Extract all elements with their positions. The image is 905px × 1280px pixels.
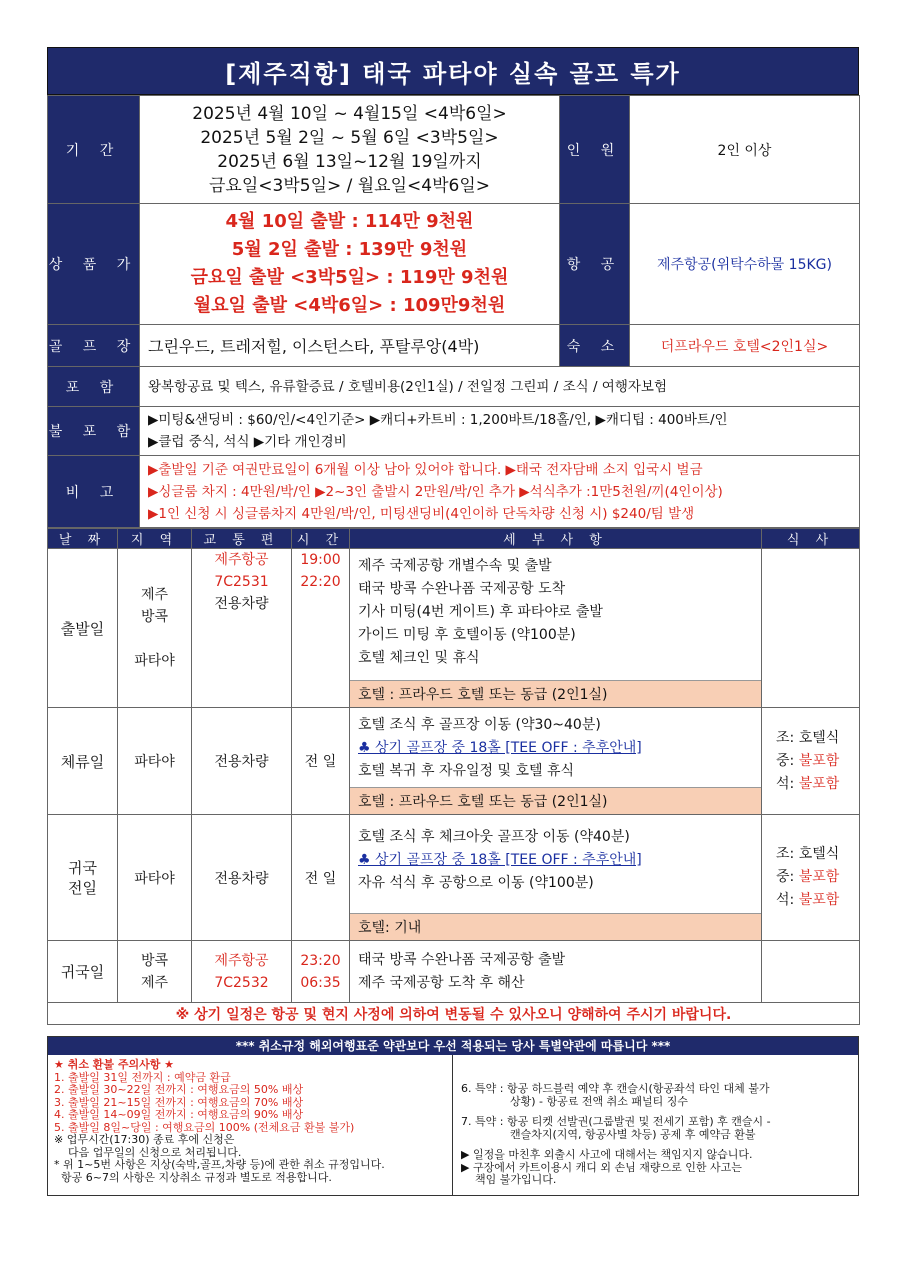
policy-left: ★ 취소 환불 주의사항 ★ 1. 출발일 31일 전까지 : 예약금 환급 2. 출발일 30~22일 전까지 : 여행요금의 50% 배상 3. 출발일 21~15일 전까지 : 여행요금의 70% 배상 4. 출발일 14~09일 전까지 : 여행요금의 90% 배상 5. 출발일 8일~당일 : 여행요금의 100% (전체요금 환불 불가) ※ 업무시간(17:30) 종료 후에 신청은 다음 업무일의 신청으로 처리됩니다. * 위 1~5번 사항은 지상(숙박,골프,차량 등)에 관한 취소 규정입니다. 항공 6~7의 사항은 지상취소 규정과 별도로 적용합니다. (48, 1055, 453, 1195)
transport-cell: 전용차량 (192, 708, 292, 815)
table-row (48, 549, 860, 708)
golf-club-note: ♣ 상기 골프장 중 18홀 [TEE OFF : 추후안내] (358, 740, 642, 756)
time-cell: 19:00 22:20 (292, 549, 350, 708)
page-title: [제주직항] 태국 파타야 실속 골프 특가 (47, 47, 859, 95)
col-region: 지 역 (118, 529, 192, 549)
hotel-label: 숙 소 (560, 325, 630, 367)
table-row (48, 941, 860, 1003)
remark-label: 비 고 (48, 456, 140, 528)
time-cell: 전 일 (292, 815, 350, 941)
product-info-table (47, 95, 860, 528)
details-cell: 호텔 조식 후 체크아웃 골프장 이동 (약40분) ♣ 상기 골프장 중 18홀 [TEE OFF : 추후안내] 자유 석식 후 공항으로 이동 (약100분) 호텔: 기내 (350, 815, 762, 941)
remark-value: ▶출발일 기준 여권만료일이 6개월 이상 남아 있어야 합니다. ▶태국 전자담배 소지 입국시 벌금 ▶싱글룸 차지 : 4만원/박/인 ▶2~3인 출발시 2만원/박/인 추가 ▶석식추가 :1만5천원/끼(4인이상) ▶1인 신청 시 싱글룸차지 4만원/박/인, 미팅샌딩비(4인이하 단독차량 신청 시) $240/팀 발생 (140, 456, 860, 528)
meal-cell: 조: 호텔식 중: 불포함 석: 불포함 (762, 815, 860, 941)
day-cell: 체류일 (48, 708, 118, 815)
hotel-bar: 호텔: 기내 (350, 913, 761, 940)
table-row (48, 708, 860, 815)
details-cell: 호텔 조식 후 골프장 이동 (약30~40분) ♣ 상기 골프장 중 18홀 [TEE OFF : 추후안내] 호텔 복귀 후 자유일정 및 호텔 휴식 호텔 : 프라우드 호텔 또는 동급 (2인1실) (350, 708, 762, 815)
day-cell: 출발일 (48, 549, 118, 708)
golf-label: 골 프 장 (48, 325, 140, 367)
region-cell: 파타야 (118, 815, 192, 941)
transport-cell: 전용차량 (192, 815, 292, 941)
period-value: 2025년 4월 10일 ~ 4월15일 <4박6일> 2025년 5월 2일 ~ 5월 6일 <3박5일> 2025년 6월 13일~12월 19일까지 금요일<3박5일> / 월요일<4박6일> (140, 96, 560, 204)
cancellation-policy (47, 1036, 859, 1196)
table-row (48, 815, 860, 941)
meal-cell (762, 941, 860, 1003)
details-cell: 제주 국제공항 개별수속 및 출발 태국 방콕 수완나폼 국제공항 도착 기사 미팅(4번 게이트) 후 파타야로 출발 가이드 미팅 후 호텔이동 (약100분) 호텔 체크인 및 휴식 호텔 : 프라우드 호텔 또는 동급 (2인1실) (350, 549, 762, 708)
col-time: 시 간 (292, 529, 350, 549)
hotel-bar: 호텔 : 프라우드 호텔 또는 동급 (2인1실) (350, 680, 761, 707)
col-meal: 식 사 (762, 529, 860, 549)
itinerary-table (47, 528, 860, 1025)
transport-cell: 제주항공 7C2531 전용차량 (192, 549, 292, 708)
price-value: 4월 10일 출발 : 114만 9천원 5월 2일 출발 : 139만 9천원 금요일 출발 <3박5일> : 119만 9천원 월요일 출발 <4박6일> : 109만9천원 (140, 204, 560, 325)
policy-header: *** 취소규정 해외여행표준 약관보다 우선 적용되는 당사 특별약관에 따릅니다 *** (48, 1037, 858, 1055)
col-transport: 교 통 편 (192, 529, 292, 549)
meal-cell (762, 549, 860, 708)
time-cell: 전 일 (292, 708, 350, 815)
col-details: 세 부 사 항 (350, 529, 762, 549)
details-cell: 태국 방콕 수완나폼 국제공항 출발 제주 국제공항 도착 후 해산 (350, 941, 762, 1003)
golf-value: 그린우드, 트레저힐, 이스턴스타, 푸탈루앙(4박) (140, 325, 560, 367)
region-cell: 파타야 (118, 708, 192, 815)
schedule-note: ※ 상기 일정은 항공 및 현지 사정에 의하여 변동될 수 있사오니 양해하여 주시기 바랍니다. (48, 1003, 860, 1025)
airline-value: 제주항공(위탁수하물 15KG) (630, 204, 860, 325)
day-cell: 귀국 전일 (48, 815, 118, 941)
region-cell: 제주 방콕 파타야 (118, 549, 192, 708)
period-label: 기 간 (48, 96, 140, 204)
hotel-value: 더프라우드 호텔<2인1실> (630, 325, 860, 367)
include-value: 왕복항공료 및 텍스, 유류할증료 / 호텔비용(2인1실) / 전일정 그린피 / 조식 / 여행자보험 (140, 367, 860, 407)
airline-label: 항 공 (560, 204, 630, 325)
golf-club-note: ♣ 상기 골프장 중 18홀 [TEE OFF : 추후안내] (358, 852, 642, 868)
exclude-label: 불 포 함 (48, 407, 140, 456)
exclude-value: ▶미팅&샌딩비 : $60/인/<4인기준> ▶캐디+카트비 : 1,200바트/18홀/인, ▶캐디팁 : 400바트/인 ▶클럽 중식, 석식 ▶기타 개인경비 (140, 407, 860, 456)
hotel-bar: 호텔 : 프라우드 호텔 또는 동급 (2인1실) (350, 787, 761, 814)
time-cell: 23:20 06:35 (292, 941, 350, 1003)
people-value: 2인 이상 (630, 96, 860, 204)
transport-cell: 제주항공 7C2532 (192, 941, 292, 1003)
price-label: 상 품 가 (48, 204, 140, 325)
include-label: 포 함 (48, 367, 140, 407)
col-date: 날 짜 (48, 529, 118, 549)
meal-cell: 조: 호텔식 중: 불포함 석: 불포함 (762, 708, 860, 815)
day-cell: 귀국일 (48, 941, 118, 1003)
region-cell: 방콕 제주 (118, 941, 192, 1003)
policy-right: 6. 특약 : 항공 하드블럭 예약 후 캔슬시(항공좌석 타인 대체 불가 상황) - 항공료 전액 취소 패널티 징수 7. 특약 : 항공 티켓 선발권(그룹발권 및 전세기 포함) 후 캔슬시 - 캔슬차지(지역, 항공사별 차등) 공제 후 예약금 환불 ▶ 일정을 마친후 외출시 사고에 대해서는 책임지지 않습니다. ▶ 구장에서 카트이용시 캐디 외 손님 재량으로 인한 사고는 책임 불가입니다. (461, 1082, 771, 1186)
caution-title: ★ 취소 환불 주의사항 ★ (54, 1058, 175, 1071)
people-label: 인 원 (560, 96, 630, 204)
